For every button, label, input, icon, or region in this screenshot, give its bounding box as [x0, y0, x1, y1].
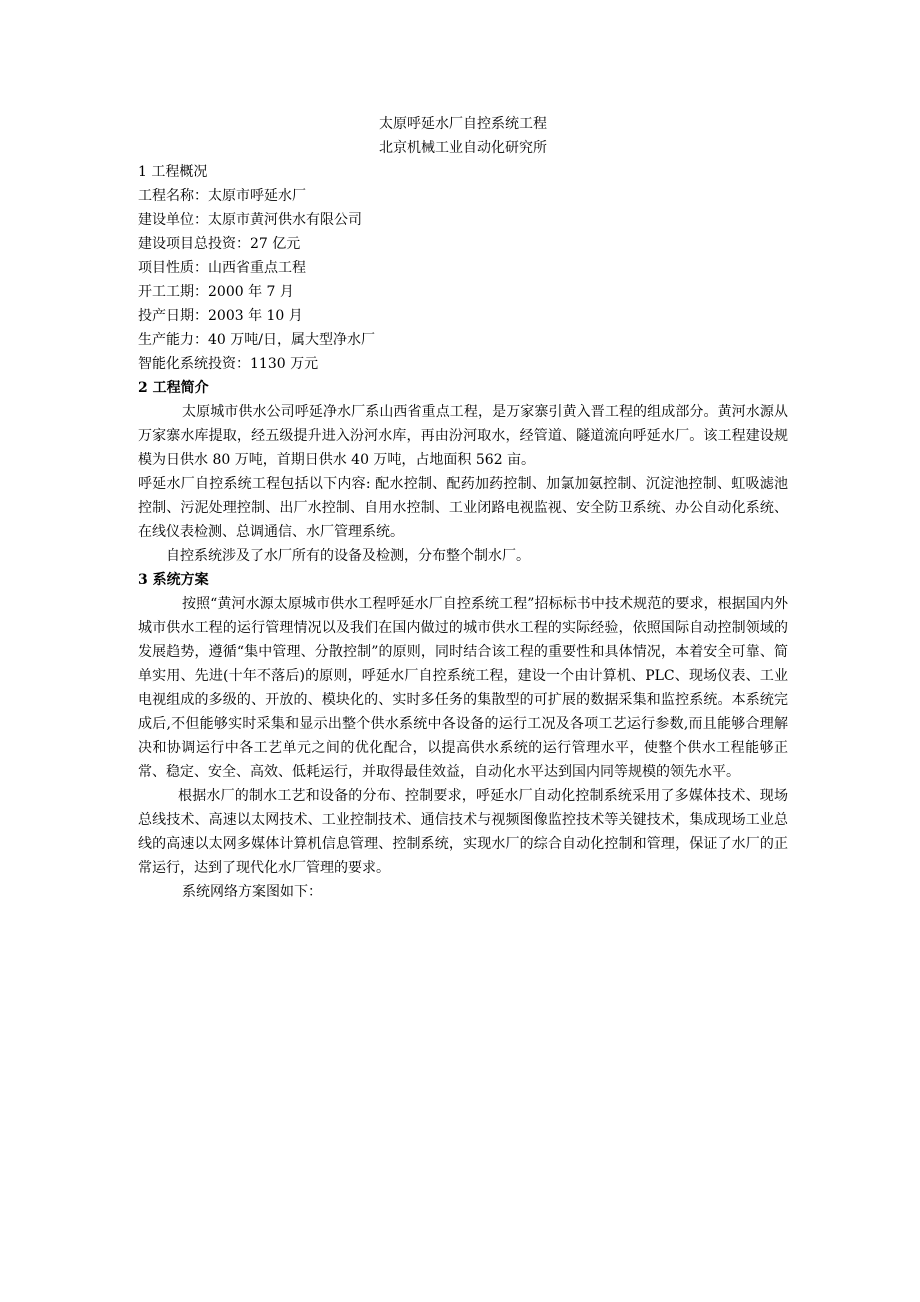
project-nature: 项目性质：山西省重点工程	[138, 260, 306, 276]
section-1-heading: 1 工程概况	[138, 164, 208, 180]
project-name: 工程名称：太原市呼延水厂	[138, 188, 306, 204]
document-title: 太原呼延水厂自控系统工程	[379, 116, 547, 132]
document-organization: 北京机械工业自动化研究所	[379, 140, 547, 156]
section-3-heading: 3 系统方案	[138, 572, 209, 588]
construction-unit: 建设单位：太原市黄河供水有限公司	[138, 212, 362, 228]
production-date: 投产日期：2003 年 10 月	[138, 308, 303, 324]
section-2-paragraph-1: 太原城市供水公司呼延净水厂系山西省重点工程，是万家寨引黄入晋工程的组成部分。黄河水源从万家寨水库提取，经五级提升进入汾河水库，再由汾河取水，经管道、隧道流向呼延水厂。该工程建设规模为日供水 80 万吨，首期日供水 40 万吨，占地面积 562 亩。	[138, 404, 788, 468]
section-3-paragraph-1: 按照“黄河水源太原城市供水工程呼延水厂自控系统工程”招标标书中技术规范的要求，根据国内外城市供水工程的运行管理情况以及我们在国内做过的城市供水工程的实际经验，依照国际自动控制领域的发展趋势，遵循“集中管理、分散控制”的原则，同时结合该工程的重要性和具体情况，本着安全可靠、简单实用、先进(十年不落后)的原则，呼延水厂自控系统工程，建设一个由计算机、PLC、现场仪表、工业电视组成的多级的、开放的、模块化的、实时多任务的集散型的可扩展的数据采集和监控系统。本系统完成后,不但能够实时采集和显示出整个供水系统中各设备的运行工况及各项工艺运行参数,而且能够合理解决和协调运行中各工艺单元之间的优化配合，以提高供水系统的运行管理水平，使整个供水工程能够正常、稳定、安全、高效、低耗运行，并取得最佳效益，自动化水平达到国内同等规模的领先水平。	[138, 596, 788, 780]
section-2-paragraph-3: 自控系统涉及了水厂所有的设备及检测，分布整个制水厂。	[166, 548, 530, 564]
section-3-paragraph-2: 根据水厂的制水工艺和设备的分布、控制要求，呼延水厂自动化控制系统采用了多媒体技术、现场总线技术、高速以太网技术、工业控制技术、通信技术与视频图像监控技术等关键技术，集成现场工业总线的高速以太网多媒体计算机信息管理、控制系统，实现水厂的综合自动化控制和管理，保证了水厂的正常运行，达到了现代化水厂管理的要求。	[138, 788, 788, 876]
section-3-paragraph-3: 系统网络方案图如下：	[182, 884, 322, 900]
start-date: 开工工期：2000 年 7 月	[138, 284, 294, 300]
intelligent-system-investment: 智能化系统投资：1130 万元	[138, 356, 319, 372]
production-capacity: 生产能力：40 万吨/日，属大型净水厂	[138, 332, 375, 348]
section-2-paragraph-2: 呼延水厂自控系统工程包括以下内容: 配水控制、配药加药控制、加氯加氨控制、沉淀池控制、虹吸滤池控制、污泥处理控制、出厂水控制、自用水控制、工业闭路电视监视、安全防卫系统、办公自动化系统、在线仪表检测、总调通信、水厂管理系统。	[138, 476, 788, 540]
document-page	[138, 112, 788, 904]
total-investment: 建设项目总投资：27 亿元	[138, 236, 301, 252]
section-2-heading: 2 工程简介	[138, 380, 209, 396]
